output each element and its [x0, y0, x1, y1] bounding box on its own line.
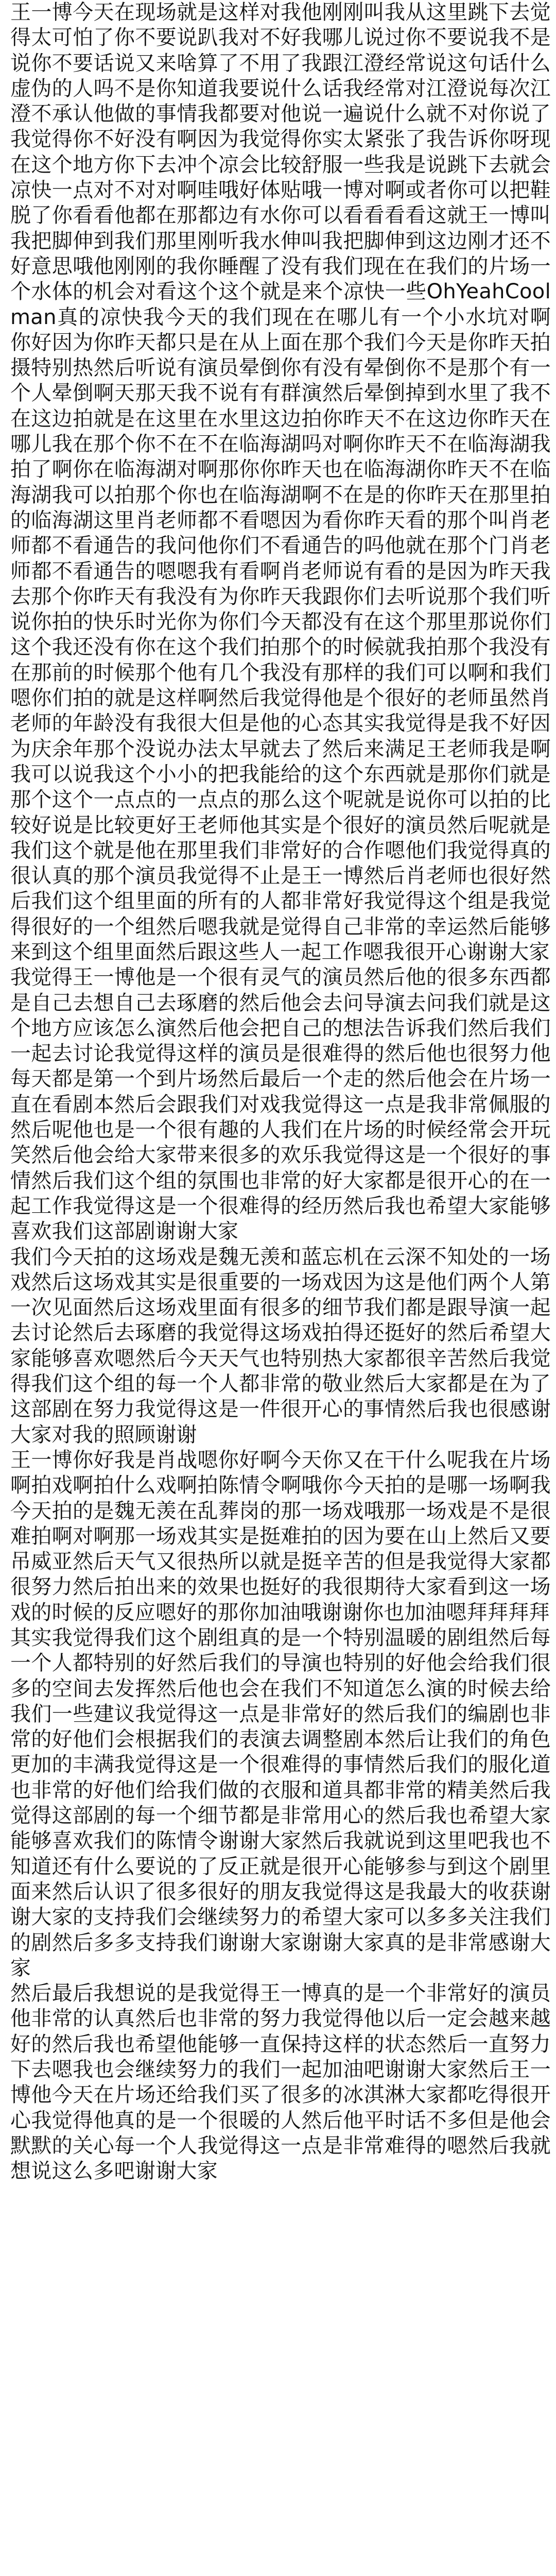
article-paragraph: 其实我觉得我们这个剧组真的是一个特别温暖的剧组然后每一个人都特别的好然后我们的导演也特别的好他会给我们很多的空间去发挥然后他也会在我们不知道怎么演的时候去给我们一些建议我觉得这一点是非常好的然后我们的编剧也非常的好他们会根据我们的表演去调整剧本然后让我们的角色更加的丰满我觉得这是一个很难得的事情然后我们的服化道也非常的好他们给我们做的衣服和道具都非常的精美然后我觉得这部剧的每一个细节都是非常用心的然后我也希望大家能够喜欢我们的陈情令谢谢大家然后我就说到这里吧我也不知道还有什么要说的了反正就是很开心能够参与到这个剧里面来然后认识了很多很好的朋友我觉得这是我最大的收获谢谢大家的支持我们会继续努力的希望大家可以多多关注我们的剧然后多多支持我们谢谢大家谢谢大家真的是非常感谢大家: [10, 1626, 551, 1980]
article-paragraph: 王一博今天在现场就是这样对我他刚刚叫我从这里跳下去觉得太可怕了你不要说趴我对不好我哪儿说过你不要说我不是说你不要话说又来啥算了不用了我跟江澄经常说这句话什么虚伪的人吗不是你知道我要说什么话我经常对江澄说每次江澄不承认他做的事情我都要对他说一遍说什么就不对你说了我觉得你不好没有啊因为我觉得你实太紧张了我告诉你呀现在这个地方你下去冲个凉会比较舒服一些我是说跳下去就会凉快一点对不对对啊哇哦好体贴哦一博对啊或者你可以把鞋脱了你看看他都在那都边有水你可以看看看看这就王一博叫我把脚伸到我们那里刚听我水伸叫我把脚伸到这边刚才还不好意思哦他刚刚的我你睡醒了没有我们现在在我们的片场一个水体的机会对看这个这个就是来个凉快一些OhYeahCoolman真的凉快我今天的我们现在在哪儿有一个小水坑对啊你好因为你昨天都只是在从上面在那个我们今天是你昨天拍摄特别热然后听说有演员晕倒你有没有晕倒你不是那个有一个人晕倒啊天那天我不说有有群演然后晕倒掉到水里了我不在这边拍就是在这里在水里这边拍你昨天不在这边你昨天在哪儿我在那个你不在不在临海湖吗对啊你昨天不在临海湖我拍了啊你在临海湖对啊那你你昨天也在临海湖你昨天不在临海湖我可以拍那个你也在临海湖啊不在是的你昨天在那里拍的临海湖这里肖老师都不看嗯因为看你昨天看的那个叫肖老师都不看通告的我问他你们不看通告的吗他就在那个门肖老师都不看通告的嗯嗯我有看啊肖老师说有看的是因为昨天我去那个你昨天有我没有为你昨天我跟你们去听说那个我们听说你拍的快乐时光你为你们今天都没有在这个那里那说你们这个我还没有你在这个我们拍那个的时候就我拍那个我没有在那前的时候那个他有几个我没有那样的我们可以啊和我们嗯你们拍的就是这样啊然后我觉得他是个很好的老师虽然肖老师的年龄没有我很大但是他的心态其实我觉得是我不好因为庆余年那个没说办法太早就去了然后来满足王老师我是啊我可以说我这个小小的把我能给的这个东西就是那你们就是那个这个一点点的一点点的那么这个呢就是说你可以拍的比较好说是比较更好王老师他其实是个很好的演员然后呢就是我们这个就是他在那里我们非常好的合作嗯他们我觉得真的很认真的那个演员我觉得不止是王一博然后肖老师也很好然后我们这个组里面的所有的人都非常好我觉得这个组是我觉得很好的一个组然后嗯我就是觉得自己非常的幸运然后能够来到这个组里面然后跟这些人一起工作嗯我很开心谢谢大家: [10, 1, 551, 964]
article-paragraph: 然后最后我想说的是我觉得王一博真的是一个非常好的演员他非常的认真然后也非常的努力我觉得他以后一定会越来越好的然后我也希望他能够一直保持这样的状态然后一直努力下去嗯我也会继续努力的我们一起加油吧谢谢大家然后王一博他今天在片场还给我们买了很多的冰淇淋大家都吃得很开心我觉得他真的是一个很暖的人然后他平时话不多但是他会默默的关心每一个人我觉得这一点是非常难得的嗯然后我就想说这么多吧谢谢大家: [10, 1981, 551, 2183]
article-paragraph: 我们今天拍的这场戏是魏无羡和蓝忘机在云深不知处的一场戏然后这场戏其实是很重要的一场戏因为这是他们两个人第一次见面然后这场戏里面有很多的细节我们都是跟导演一起去讨论然后去琢磨的我觉得这场戏拍得还挺好的然后希望大家能够喜欢嗯然后今天天气也特别热大家都很辛苦然后我觉得我们这个组的每一个人都非常的敬业然后大家都是在为了这部剧在努力我觉得这是一件很开心的事情然后我也很感谢大家对我的照顾谢谢: [10, 1245, 551, 1447]
article-body: [10, 0, 551, 2184]
article-paragraph: 我觉得王一博他是一个很有灵气的演员然后他的很多东西都是自己去想自己去琢磨的然后他会去问导演去问我们就是这个地方应该怎么演然后他会把自己的想法告诉我们然后我们一起去讨论我觉得这样的演员是很难得的然后他也很努力他每天都是第一个到片场然后最后一个走的然后他会在片场一直在看剧本然后会跟我们对戏我觉得这一点是我非常佩服的然后呢他也是一个很有趣的人我们在片场的时候经常会开玩笑然后他会给大家带来很多的欢乐我觉得这是一个很好的事情然后我们这个组的氛围也非常的好大家都是很开心的在一起工作我觉得这是一个很难得的经历然后我也希望大家能够喜欢我们这部剧谢谢大家: [10, 965, 551, 1244]
article-paragraph: 王一博你好我是肖战嗯你好啊今天你又在干什么呢我在片场啊拍戏啊拍什么戏啊拍陈情令啊哦你今天拍的是哪一场啊我今天拍的是魏无羡在乱葬岗的那一场戏哦那一场戏是不是很难拍啊对啊那一场戏其实是挺难拍的因为要在山上然后又要吊威亚然后天气又很热所以就是挺辛苦的但是我觉得大家都很努力然后拍出来的效果也挺好的我很期待大家看到这一场戏的时候的反应嗯好的那你加油哦谢谢你也加油嗯拜拜拜拜: [10, 1448, 551, 1624]
